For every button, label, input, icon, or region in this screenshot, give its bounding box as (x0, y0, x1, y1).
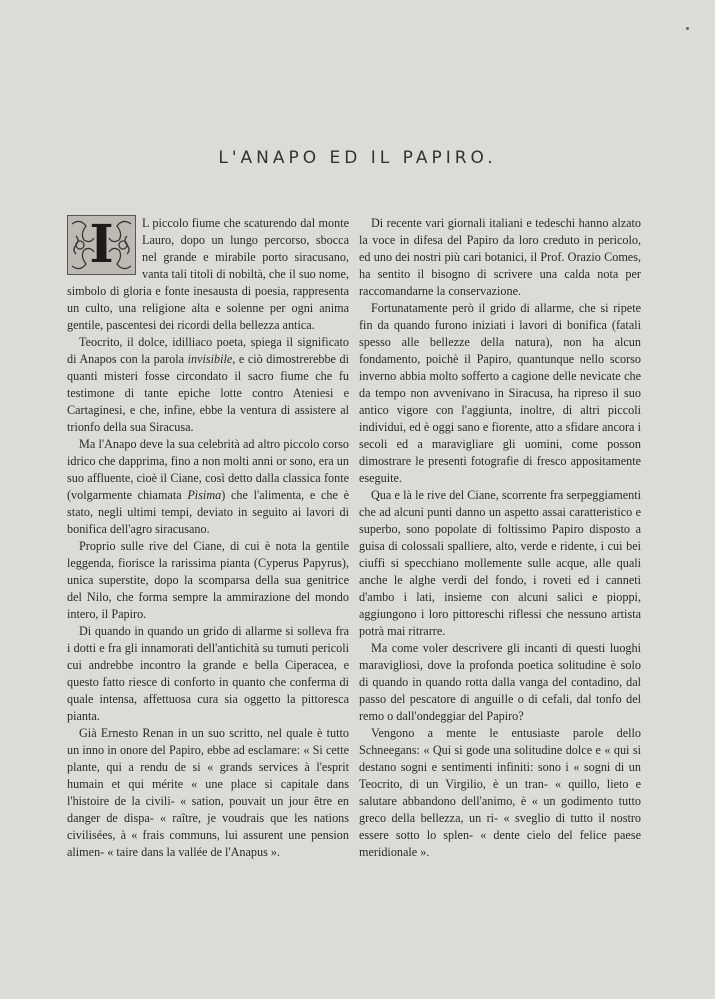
ornamental-initial (67, 215, 136, 275)
right-column (359, 215, 641, 861)
paragraph: Già Ernesto Renan in un suo scritto, nel quale è tutto un inno in onore del Papiro, ebbe ad esclamare: « Si cette plante, qui a rendu de si « grands services à l'esprit humain et qui mérite « une place si capitale dans l'histoire de la civili- « sation, pouvait un jour être en danger de dispa- « raître, je voudrais que les nations civilisées, à « frais communs, lui assurent une pension alimen- « taire dans la vallée de l'Anapus ». (67, 726, 349, 859)
paragraph: Di quando in quando un grido di allarme si solleva fra i dotti e fra gli innamorati dell'antichità su tumuti pericoli cui andrebbe incontro la grande e bella Ciperacea, e questo fatto riesce di conforto in quanto che conferma di quale intensa, affettuosa cura sia oggetto la pittoresca pianta. (67, 624, 349, 723)
paragraph-text: , e ciò dimostrerebbe di quanti misteri fosse circondato il sacro fiume che fu testimone di tante epiche lotte contro Ateniesi e Cartaginesi, e che, infine, ebbe la ventura di assistere al trionfo della sua Siracusa. (67, 352, 349, 434)
article-title: L'ANAPO ED IL PAPIRO. (218, 148, 497, 168)
paragraph (67, 334, 349, 436)
italic-word: Pìsima (187, 488, 222, 502)
paragraph-text: Ma l'Anapo deve la sua celebrità ad altro piccolo corso idrico che dapprima, fino a non molti anni or sono, era un suo affluente, cioè il Ciane, così detto dalla classica fonte (volgarmente chiamata (67, 437, 349, 502)
left-column (67, 215, 349, 861)
paragraph: Fortunatamente però il grido di allarme, che si ripete fin da quando furono iniziati i lavori di bonifica (fatali spesso alle bellezze della natura), non ha alcun fondamento, poichè il Papiro, quantunque nello scorso inverno abbia molto sofferto a cagione delle nevicate che da tempo non avvenivano in Siracusa, ha ripreso il suo antico vigore con l'aggiunta, inoltre, di altri piccoli individui, ed è oggi sano e fiorente, atto a sfidare ancora i secoli ed a maravigliare gli uomini, come posson dimostrare le presenti fotografie di fresco appositamente eseguite. (359, 301, 641, 485)
paragraph: Ma come voler descrivere gli incanti di questi luoghi maravigliosi, dove la profonda poetica solitudine è solo di quando in quando rotta dalla vanga del contadino, dal passo del pescatore di anguille o di cefali, dal tonfo del remo o dall'ondeggiar del Papiro? (359, 641, 641, 723)
paragraph-text: ) che l'alimenta, e che è stato, negli ultimi tempi, deviato in seguito ai lavori di bonifica dell'agro siracusano. (67, 488, 349, 536)
italic-word: invisibile (187, 352, 233, 366)
paragraph: Qua e là le rive del Ciane, scorrente fra serpeggiamenti che ad alcuni punti danno un aspetto assai caratteristico e superbo, sono popolate di foltissimo Papiro disposto a guisa di colossali spalliere, alto, verde e ridente, i cui bei ciuffi si specchiano mollemente sulle acque, alle quali anche le alghe verdi del fondo, i roveti ed i canneti d'ambo i lati, insieme con alcuni salici e pioppi, aggiungono i loro pittoreschi riflessi che nessuno artista potrà mai ritrarre. (359, 488, 641, 638)
paragraph-text: L piccolo fiume che scaturendo dal monte Lauro, dopo un lungo percorso, sbocca nel grande e mirabile porto siracusano, vanta tali titoli di nobiltà, che il suo nome, simbolo di gloria e fonte inesausta di poesia, rappresenta un culto, una religione alta e solenne per ogni anima gentile, pascentesi dei ricordi della bellezza antica. (67, 216, 349, 332)
paragraph: Vengono a mente le entusiaste parole dello Schneegans: « Qui si gode una solitudine dolce e « qui si destano sogni e sentimenti infiniti: sono i « sogni di un Teocrito, di un Virgilio, è un tran- « quillo, lieto e salutare abbandono dell'animo, è « un godimento tutto greco della bellezza, un ri- « sveglio di tutto il nostro essere sotto lo splen- « dente cielo del felice paese meridionale ». (359, 726, 641, 859)
paragraph (67, 436, 349, 538)
paragraph: Proprio sulle rive del Ciane, di cui è nota la gentile leggenda, fiorisce la rarissima pianta (Cyperus Papyrus), unica superstite, dopo la scomparsa della sua genitrice del Nilo, che forma sempre la ammirazione del mondo intero, il Papiro. (67, 539, 349, 621)
paragraph-text: Teocrito, il dolce, idilliaco poeta, spiega il significato di Anapos con la parola (67, 335, 349, 366)
paragraph: Di recente vari giornali italiani e tedeschi hanno alzato la voce in difesa del Papiro da loro creduto in pericolo, ed uno dei nostri più cari botanici, il Prof. Orazio Comes, ha sentito il bisogno di scrivere una calda nota per raccomandarne la conservazione. (359, 216, 641, 298)
paragraph (67, 215, 349, 334)
drop-cap-letter: I (89, 214, 114, 275)
paper-speck (686, 27, 689, 30)
